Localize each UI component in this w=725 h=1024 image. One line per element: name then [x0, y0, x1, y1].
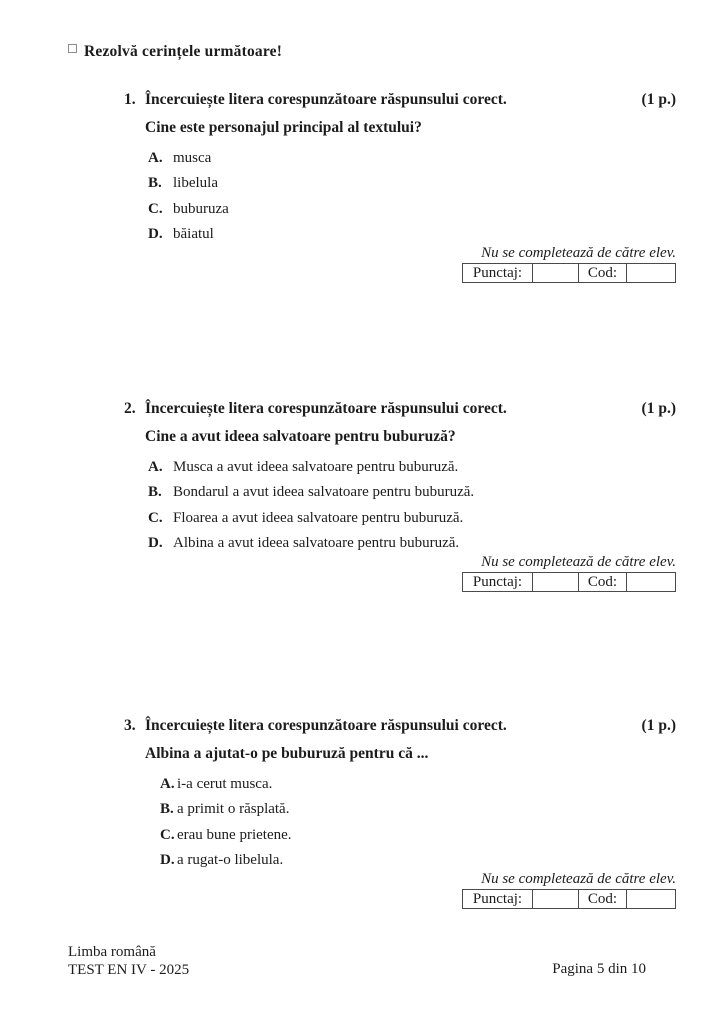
question-1-instruction: Încercuiește litera corespunzătoare răspunsului corect. [145, 91, 507, 108]
cod-value-cell [627, 573, 676, 592]
option-a-text: musca [173, 150, 212, 166]
option-b-text: a primit o răsplată. [177, 801, 290, 818]
punctaj-value-cell [533, 573, 579, 592]
punctaj-label-cell: Punctaj: [463, 264, 533, 283]
question-1-number: 1. [124, 91, 136, 108]
option-a-text: i-a cerut musca. [177, 776, 273, 792]
question-3-prompt: Albina a ajutat-o pe buburuză pentru că ... [145, 745, 429, 762]
cod-value-cell [627, 264, 676, 283]
option-d [148, 531, 474, 556]
option-c [160, 823, 292, 848]
footer-left [68, 944, 189, 979]
option-c-text: buburuza [173, 200, 229, 217]
footer-test-name: TEST EN IV - 2025 [68, 961, 190, 978]
option-d-text: băiatul [173, 226, 214, 243]
option-b-text: Bondarul a avut ideea salvatoare pentru buburuză. [173, 484, 475, 501]
option-b [160, 797, 292, 822]
question-2-options [148, 455, 474, 557]
score-table-row [463, 264, 676, 283]
footer-page-number: Pagina 5 din 10 [552, 961, 646, 977]
teacher-only-note: Nu se completează de către elev. [481, 245, 676, 261]
teacher-only-note: Nu se completează de către elev. [481, 554, 676, 570]
option-c-letter: C. [148, 200, 163, 217]
option-c [148, 506, 474, 531]
option-c-letter: C. [148, 509, 163, 526]
score-table [462, 572, 676, 592]
question-1-points: (1 p.) [641, 91, 676, 108]
option-d-letter: D. [160, 852, 175, 869]
question-3 [124, 717, 676, 917]
question-3-instruction: Încercuiește litera corespunzătoare răspunsului corect. [145, 717, 507, 734]
score-table-row [463, 890, 676, 909]
page-instruction-header [68, 43, 282, 61]
option-b-text: libelula [173, 175, 218, 192]
question-2-number: 2. [124, 400, 136, 417]
option-b-letter: B. [148, 175, 162, 192]
option-d-text: Albina a avut ideea salvatoare pentru buburuză. [173, 535, 460, 552]
question-3-header [124, 717, 676, 735]
question-2 [124, 400, 676, 600]
option-a-letter: A. [160, 776, 175, 792]
question-2-instruction: Încercuiește litera corespunzătoare răspunsului corect. [145, 400, 507, 417]
cod-label-cell: Cod: [579, 573, 627, 592]
option-b [148, 171, 229, 196]
cod-value-cell [627, 890, 676, 909]
score-table [462, 263, 676, 283]
question-2-points: (1 p.) [641, 400, 676, 417]
question-2-prompt: Cine a avut ideea salvatoare pentru buburuză? [145, 428, 456, 445]
score-table-row [463, 573, 676, 592]
option-d [148, 222, 229, 247]
question-3-instruction-line [124, 717, 507, 735]
option-c [148, 197, 229, 222]
footer-subject: Limba română [68, 944, 156, 960]
cod-label-cell: Cod: [579, 890, 627, 909]
punctaj-label-cell: Punctaj: [463, 890, 533, 909]
score-table [462, 889, 676, 909]
question-3-points: (1 p.) [641, 717, 676, 734]
punctaj-value-cell [533, 264, 579, 283]
punctaj-value-cell [533, 890, 579, 909]
option-c-text: erau bune prietene. [177, 826, 292, 843]
question-1 [124, 91, 676, 291]
question-1-instruction-line [124, 91, 507, 109]
option-d-text: a rugat-o libelula. [177, 852, 284, 869]
option-a [148, 146, 229, 171]
square-bullet-icon [68, 44, 77, 53]
cod-label-cell: Cod: [579, 264, 627, 283]
option-d-letter: D. [148, 226, 163, 243]
question-3-number: 3. [124, 717, 136, 734]
option-a [160, 772, 292, 797]
option-a-letter: A. [148, 150, 163, 166]
option-d [160, 848, 292, 873]
question-2-header [124, 400, 676, 418]
option-c-text: Floarea a avut ideea salvatoare pentru buburuză. [173, 509, 464, 526]
option-a-text: Musca a avut ideea salvatoare pentru buburuză. [173, 459, 459, 475]
question-1-options [148, 146, 229, 248]
page-instruction-text: Rezolvă cerințele următoare! [84, 43, 283, 60]
option-d-letter: D. [148, 535, 163, 552]
question-1-header [124, 91, 676, 109]
question-2-instruction-line [124, 400, 507, 418]
option-c-letter: C. [160, 826, 175, 843]
teacher-only-note: Nu se completează de către elev. [481, 871, 676, 887]
question-3-options [160, 772, 292, 874]
option-a-letter: A. [148, 459, 163, 475]
option-a [148, 455, 474, 480]
punctaj-label-cell: Punctaj: [463, 573, 533, 592]
question-1-prompt: Cine este personajul principal al textului? [145, 119, 422, 136]
option-b-letter: B. [148, 484, 162, 501]
option-b-letter: B. [160, 801, 174, 818]
option-b [148, 480, 474, 505]
